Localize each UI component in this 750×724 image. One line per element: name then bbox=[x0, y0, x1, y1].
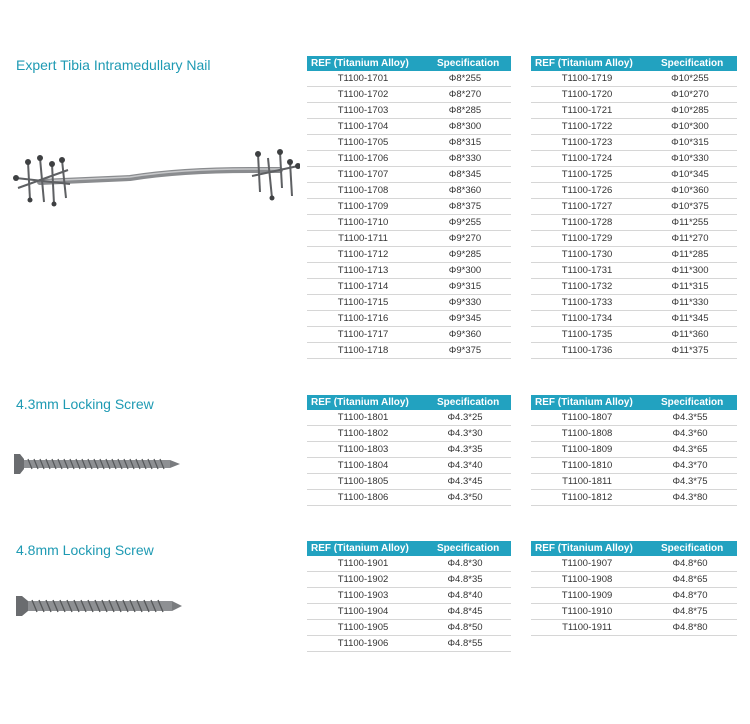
specification-cell: Φ8*255 bbox=[419, 71, 511, 87]
table-row bbox=[307, 167, 511, 183]
table-row bbox=[307, 183, 511, 199]
ref-cell: T1100-1719 bbox=[531, 71, 643, 87]
table-row bbox=[307, 458, 511, 474]
specification-cell: Φ10*255 bbox=[643, 71, 737, 87]
specification-cell: Φ9*315 bbox=[419, 279, 511, 295]
ref-cell: T1100-1734 bbox=[531, 311, 643, 327]
specification-cell: Φ8*345 bbox=[419, 167, 511, 183]
ref-cell: T1100-1726 bbox=[531, 183, 643, 199]
specification-cell: Φ4.3*70 bbox=[643, 458, 737, 474]
tibia-nail-table-1 bbox=[307, 56, 511, 359]
ref-cell: T1100-1704 bbox=[307, 119, 419, 135]
specification-cell: Φ4.3*60 bbox=[643, 426, 737, 442]
specification-cell: Φ4.8*45 bbox=[419, 604, 511, 620]
specification-cell: Φ10*330 bbox=[643, 151, 737, 167]
ref-cell: T1100-1707 bbox=[307, 167, 419, 183]
table-row bbox=[307, 71, 511, 87]
table-row bbox=[531, 263, 737, 279]
header-ref: REF (Titanium Alloy) bbox=[531, 395, 643, 410]
table-row bbox=[307, 604, 511, 620]
ref-cell: T1100-1807 bbox=[531, 410, 643, 426]
table-row bbox=[307, 103, 511, 119]
specification-cell: Φ8*330 bbox=[419, 151, 511, 167]
table-row bbox=[531, 279, 737, 295]
table-row bbox=[531, 490, 737, 506]
ref-cell: T1100-1728 bbox=[531, 215, 643, 231]
specification-cell: Φ9*255 bbox=[419, 215, 511, 231]
locking-screw-48-illustration bbox=[16, 594, 186, 618]
ref-cell: T1100-1710 bbox=[307, 215, 419, 231]
specification-cell: Φ10*375 bbox=[643, 199, 737, 215]
specification-cell: Φ11*285 bbox=[643, 247, 737, 263]
specification-cell: Φ11*300 bbox=[643, 263, 737, 279]
ref-cell: T1100-1811 bbox=[531, 474, 643, 490]
ref-cell: T1100-1724 bbox=[531, 151, 643, 167]
ref-cell: T1100-1805 bbox=[307, 474, 419, 490]
screw-48-table-2 bbox=[531, 541, 737, 636]
ref-cell: T1100-1733 bbox=[531, 295, 643, 311]
specification-cell: Φ4.3*50 bbox=[419, 490, 511, 506]
ref-cell: T1100-1713 bbox=[307, 263, 419, 279]
section-title-tibia-nail: Expert Tibia Intramedullary Nail bbox=[16, 57, 211, 73]
ref-cell: T1100-1803 bbox=[307, 442, 419, 458]
table-row bbox=[531, 327, 737, 343]
specification-cell: Φ10*285 bbox=[643, 103, 737, 119]
table-row bbox=[531, 183, 737, 199]
specification-cell: Φ4.3*65 bbox=[643, 442, 737, 458]
table-row bbox=[307, 135, 511, 151]
header-ref: REF (Titanium Alloy) bbox=[307, 541, 419, 556]
table-row bbox=[307, 215, 511, 231]
ref-cell: T1100-1716 bbox=[307, 311, 419, 327]
table-row bbox=[531, 71, 737, 87]
ref-cell: T1100-1905 bbox=[307, 620, 419, 636]
specification-cell: Φ11*270 bbox=[643, 231, 737, 247]
ref-cell: T1100-1911 bbox=[531, 620, 643, 636]
table-row bbox=[307, 295, 511, 311]
ref-cell: T1100-1909 bbox=[531, 588, 643, 604]
ref-cell: T1100-1808 bbox=[531, 426, 643, 442]
specification-cell: Φ4.3*40 bbox=[419, 458, 511, 474]
specification-cell: Φ4.3*55 bbox=[643, 410, 737, 426]
ref-cell: T1100-1901 bbox=[307, 556, 419, 572]
specification-cell: Φ11*345 bbox=[643, 311, 737, 327]
specification-cell: Φ8*315 bbox=[419, 135, 511, 151]
specification-cell: Φ4.8*55 bbox=[419, 636, 511, 652]
ref-cell: T1100-1702 bbox=[307, 87, 419, 103]
specification-cell: Φ4.8*60 bbox=[643, 556, 737, 572]
specification-cell: Φ4.8*30 bbox=[419, 556, 511, 572]
specification-cell: Φ8*300 bbox=[419, 119, 511, 135]
table-row bbox=[307, 327, 511, 343]
table-row bbox=[307, 247, 511, 263]
ref-cell: T1100-1730 bbox=[531, 247, 643, 263]
section-title-48-screw: 4.8mm Locking Screw bbox=[16, 542, 154, 558]
table-row bbox=[531, 458, 737, 474]
table-row bbox=[531, 135, 737, 151]
ref-cell: T1100-1706 bbox=[307, 151, 419, 167]
ref-cell: T1100-1802 bbox=[307, 426, 419, 442]
ref-cell: T1100-1714 bbox=[307, 279, 419, 295]
specification-cell: Φ9*375 bbox=[419, 343, 511, 359]
table-row bbox=[531, 103, 737, 119]
ref-cell: T1100-1902 bbox=[307, 572, 419, 588]
ref-cell: T1100-1910 bbox=[531, 604, 643, 620]
table-row bbox=[531, 311, 737, 327]
table-row bbox=[307, 490, 511, 506]
table-row bbox=[307, 474, 511, 490]
table-row bbox=[307, 279, 511, 295]
table-row bbox=[307, 426, 511, 442]
specification-cell: Φ4.3*25 bbox=[419, 410, 511, 426]
ref-cell: T1100-1809 bbox=[531, 442, 643, 458]
ref-cell: T1100-1908 bbox=[531, 572, 643, 588]
table-row bbox=[307, 620, 511, 636]
ref-cell: T1100-1801 bbox=[307, 410, 419, 426]
specification-cell: Φ4.3*45 bbox=[419, 474, 511, 490]
table-row bbox=[307, 556, 511, 572]
specification-cell: Φ4.3*30 bbox=[419, 426, 511, 442]
ref-cell: T1100-1732 bbox=[531, 279, 643, 295]
specification-cell: Φ8*375 bbox=[419, 199, 511, 215]
header-ref: REF (Titanium Alloy) bbox=[307, 56, 419, 71]
ref-cell: T1100-1723 bbox=[531, 135, 643, 151]
table-row bbox=[307, 311, 511, 327]
section-title-43-screw: 4.3mm Locking Screw bbox=[16, 396, 154, 412]
specification-cell: Φ4.3*75 bbox=[643, 474, 737, 490]
screw-48-table-1 bbox=[307, 541, 511, 652]
specification-cell: Φ11*255 bbox=[643, 215, 737, 231]
ref-cell: T1100-1721 bbox=[531, 103, 643, 119]
ref-cell: T1100-1806 bbox=[307, 490, 419, 506]
specification-cell: Φ4.8*40 bbox=[419, 588, 511, 604]
specification-cell: Φ11*330 bbox=[643, 295, 737, 311]
table-row bbox=[307, 343, 511, 359]
ref-cell: T1100-1731 bbox=[531, 263, 643, 279]
table-row bbox=[531, 604, 737, 620]
specification-cell: Φ4.8*70 bbox=[643, 588, 737, 604]
specification-cell: Φ10*360 bbox=[643, 183, 737, 199]
ref-cell: T1100-1715 bbox=[307, 295, 419, 311]
table-row bbox=[531, 572, 737, 588]
ref-cell: T1100-1708 bbox=[307, 183, 419, 199]
specification-cell: Φ10*270 bbox=[643, 87, 737, 103]
header-specification: Specification bbox=[643, 56, 737, 71]
specification-cell: Φ9*270 bbox=[419, 231, 511, 247]
table-row bbox=[531, 343, 737, 359]
specification-cell: Φ8*360 bbox=[419, 183, 511, 199]
locking-screw-43-illustration bbox=[14, 452, 184, 476]
screw-43-table-2 bbox=[531, 395, 737, 506]
table-row bbox=[307, 588, 511, 604]
ref-cell: T1100-1701 bbox=[307, 71, 419, 87]
table-row bbox=[531, 231, 737, 247]
ref-cell: T1100-1717 bbox=[307, 327, 419, 343]
ref-cell: T1100-1810 bbox=[531, 458, 643, 474]
specification-cell: Φ4.3*80 bbox=[643, 490, 737, 506]
ref-cell: T1100-1735 bbox=[531, 327, 643, 343]
specification-cell: Φ9*285 bbox=[419, 247, 511, 263]
table-row bbox=[531, 556, 737, 572]
ref-cell: T1100-1705 bbox=[307, 135, 419, 151]
specification-cell: Φ4.8*75 bbox=[643, 604, 737, 620]
table-row bbox=[531, 410, 737, 426]
ref-cell: T1100-1703 bbox=[307, 103, 419, 119]
table-row bbox=[531, 442, 737, 458]
table-row bbox=[307, 410, 511, 426]
ref-cell: T1100-1722 bbox=[531, 119, 643, 135]
specification-cell: Φ10*315 bbox=[643, 135, 737, 151]
table-row bbox=[531, 199, 737, 215]
tibia-nail-illustration bbox=[10, 148, 300, 208]
specification-cell: Φ4.8*80 bbox=[643, 620, 737, 636]
screw-43-table-1 bbox=[307, 395, 511, 506]
ref-cell: T1100-1903 bbox=[307, 588, 419, 604]
header-specification: Specification bbox=[643, 541, 737, 556]
specification-cell: Φ11*315 bbox=[643, 279, 737, 295]
header-ref: REF (Titanium Alloy) bbox=[531, 541, 643, 556]
specification-cell: Φ4.8*35 bbox=[419, 572, 511, 588]
specification-cell: Φ8*270 bbox=[419, 87, 511, 103]
table-row bbox=[531, 151, 737, 167]
tibia-nail-table-2 bbox=[531, 56, 737, 359]
ref-cell: T1100-1727 bbox=[531, 199, 643, 215]
table-row bbox=[531, 215, 737, 231]
specification-cell: Φ4.3*35 bbox=[419, 442, 511, 458]
table-row bbox=[531, 620, 737, 636]
specification-cell: Φ4.8*50 bbox=[419, 620, 511, 636]
specification-cell: Φ10*345 bbox=[643, 167, 737, 183]
header-specification: Specification bbox=[419, 541, 511, 556]
header-specification: Specification bbox=[419, 56, 511, 71]
table-row bbox=[307, 636, 511, 652]
ref-cell: T1100-1904 bbox=[307, 604, 419, 620]
ref-cell: T1100-1712 bbox=[307, 247, 419, 263]
ref-cell: T1100-1736 bbox=[531, 343, 643, 359]
ref-cell: T1100-1718 bbox=[307, 343, 419, 359]
table-row bbox=[307, 151, 511, 167]
table-row bbox=[307, 442, 511, 458]
table-row bbox=[531, 167, 737, 183]
table-row bbox=[307, 572, 511, 588]
ref-cell: T1100-1804 bbox=[307, 458, 419, 474]
specification-cell: Φ8*285 bbox=[419, 103, 511, 119]
specification-cell: Φ9*345 bbox=[419, 311, 511, 327]
header-specification: Specification bbox=[643, 395, 737, 410]
ref-cell: T1100-1725 bbox=[531, 167, 643, 183]
table-row bbox=[307, 263, 511, 279]
specification-cell: Φ11*360 bbox=[643, 327, 737, 343]
table-row bbox=[531, 119, 737, 135]
table-row bbox=[531, 247, 737, 263]
ref-cell: T1100-1906 bbox=[307, 636, 419, 652]
table-row bbox=[307, 119, 511, 135]
header-specification: Specification bbox=[419, 395, 511, 410]
header-ref: REF (Titanium Alloy) bbox=[531, 56, 643, 71]
table-row bbox=[307, 231, 511, 247]
specification-cell: Φ10*300 bbox=[643, 119, 737, 135]
table-row bbox=[531, 426, 737, 442]
table-row bbox=[531, 588, 737, 604]
ref-cell: T1100-1709 bbox=[307, 199, 419, 215]
table-row bbox=[307, 199, 511, 215]
table-row bbox=[531, 87, 737, 103]
specification-cell: Φ4.8*65 bbox=[643, 572, 737, 588]
specification-cell: Φ9*360 bbox=[419, 327, 511, 343]
ref-cell: T1100-1729 bbox=[531, 231, 643, 247]
table-row bbox=[307, 87, 511, 103]
table-row bbox=[531, 474, 737, 490]
ref-cell: T1100-1812 bbox=[531, 490, 643, 506]
specification-cell: Φ9*300 bbox=[419, 263, 511, 279]
specification-cell: Φ11*375 bbox=[643, 343, 737, 359]
specification-cell: Φ9*330 bbox=[419, 295, 511, 311]
ref-cell: T1100-1907 bbox=[531, 556, 643, 572]
table-row bbox=[531, 295, 737, 311]
ref-cell: T1100-1720 bbox=[531, 87, 643, 103]
ref-cell: T1100-1711 bbox=[307, 231, 419, 247]
header-ref: REF (Titanium Alloy) bbox=[307, 395, 419, 410]
